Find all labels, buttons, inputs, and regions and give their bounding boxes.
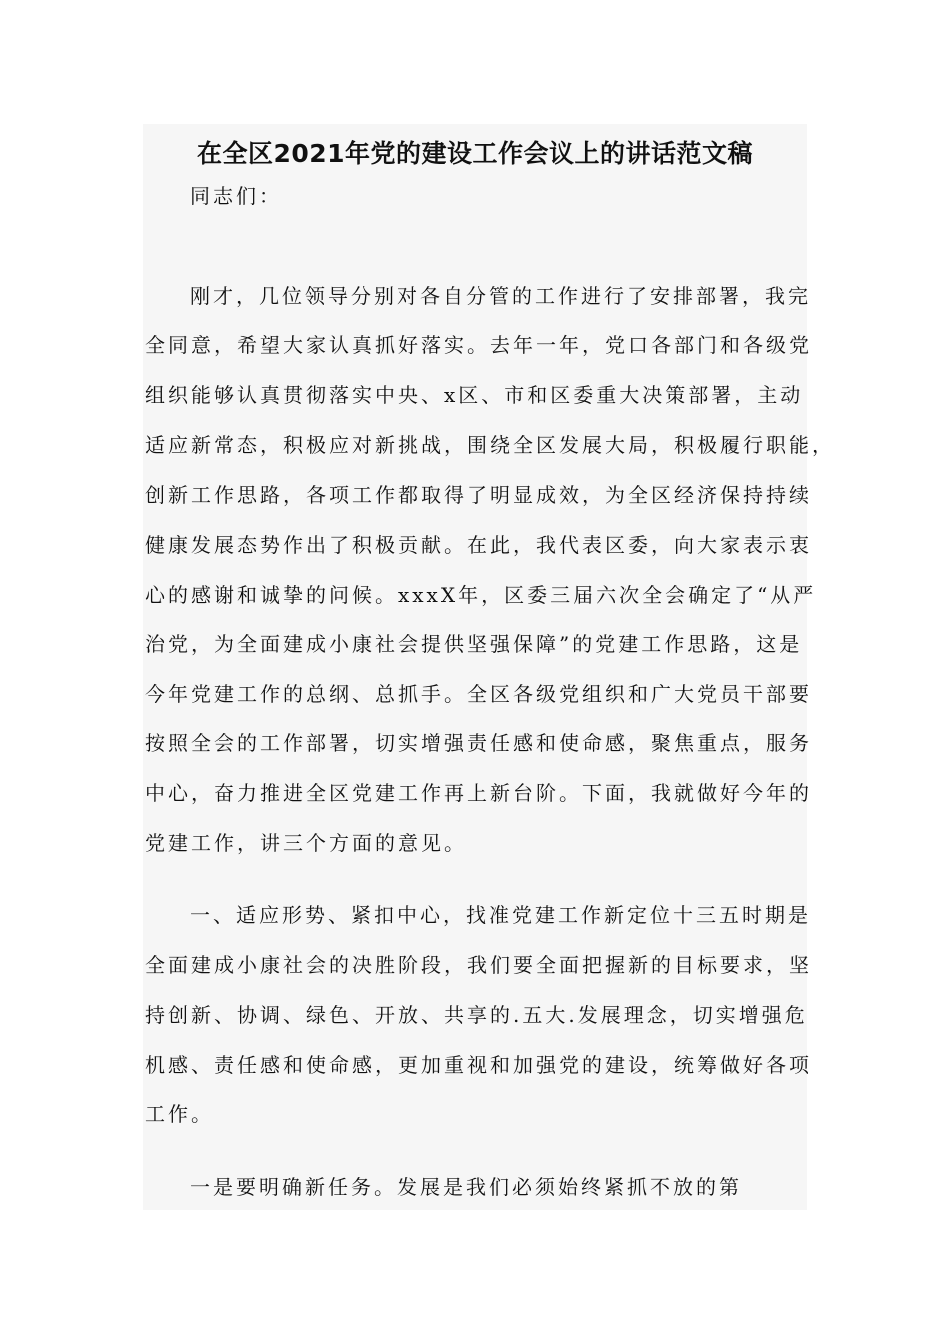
paragraph-line: 全同意，希望大家认真抓好落实。去年一年，党口各部门和各级党 xyxy=(145,333,812,357)
salutation: 同志们： xyxy=(190,184,282,208)
paragraph-line: 治党，为全面建成小康社会提供坚强保障”的党建工作思路，这是 xyxy=(145,632,803,656)
paragraph-line: 一、适应形势、紧扣中心，找准党建工作新定位十三五时期是 xyxy=(190,903,811,927)
paragraph-line: 持创新、协调、绿色、开放、共享的.五大.发展理念，切实增强危 xyxy=(145,1003,808,1027)
paragraph-line: 一是要明确新任务。发展是我们必须始终紧抓不放的第 xyxy=(190,1175,742,1199)
paragraph-line: 工作。 xyxy=(145,1102,214,1126)
paragraph-line: 组织能够认真贯彻落实中央、x区、市和区委重大决策部署，主动 xyxy=(145,383,804,407)
paragraph-line: 心的感谢和诚挚的问候。xxxX年，区委三届六次全会确定了“从严 xyxy=(145,583,817,607)
paragraph-line: 刚才，几位领导分别对各自分管的工作进行了安排部署，我完 xyxy=(190,284,811,308)
paragraph-line: 适应新常态，积极应对新挑战，围绕全区发展大局，积极履行职能， xyxy=(145,433,835,457)
paragraph-line: 今年党建工作的总纲、总抓手。全区各级党组织和广大党员干部要 xyxy=(145,682,812,706)
paragraph-line: 健康发展态势作出了积极贡献。在此，我代表区委，向大家表示衷 xyxy=(145,533,812,557)
document-title: 在全区2021年党的建设工作会议上的讲话范文稿 xyxy=(196,139,754,168)
paragraph-line: 全面建成小康社会的决胜阶段，我们要全面把握新的目标要求，坚 xyxy=(145,953,812,977)
paragraph-line: 党建工作，讲三个方面的意见。 xyxy=(145,831,467,855)
paragraph-line: 中心，奋力推进全区党建工作再上新台阶。下面，我就做好今年的 xyxy=(145,781,812,805)
paragraph-line: 创新工作思路，各项工作都取得了明显成效，为全区经济保持持续 xyxy=(145,483,812,507)
paragraph-line: 机感、责任感和使命感，更加重视和加强党的建设，统筹做好各项 xyxy=(145,1053,812,1077)
paragraph-line: 按照全会的工作部署，切实增强责任感和使命感，聚焦重点，服务 xyxy=(145,731,812,755)
